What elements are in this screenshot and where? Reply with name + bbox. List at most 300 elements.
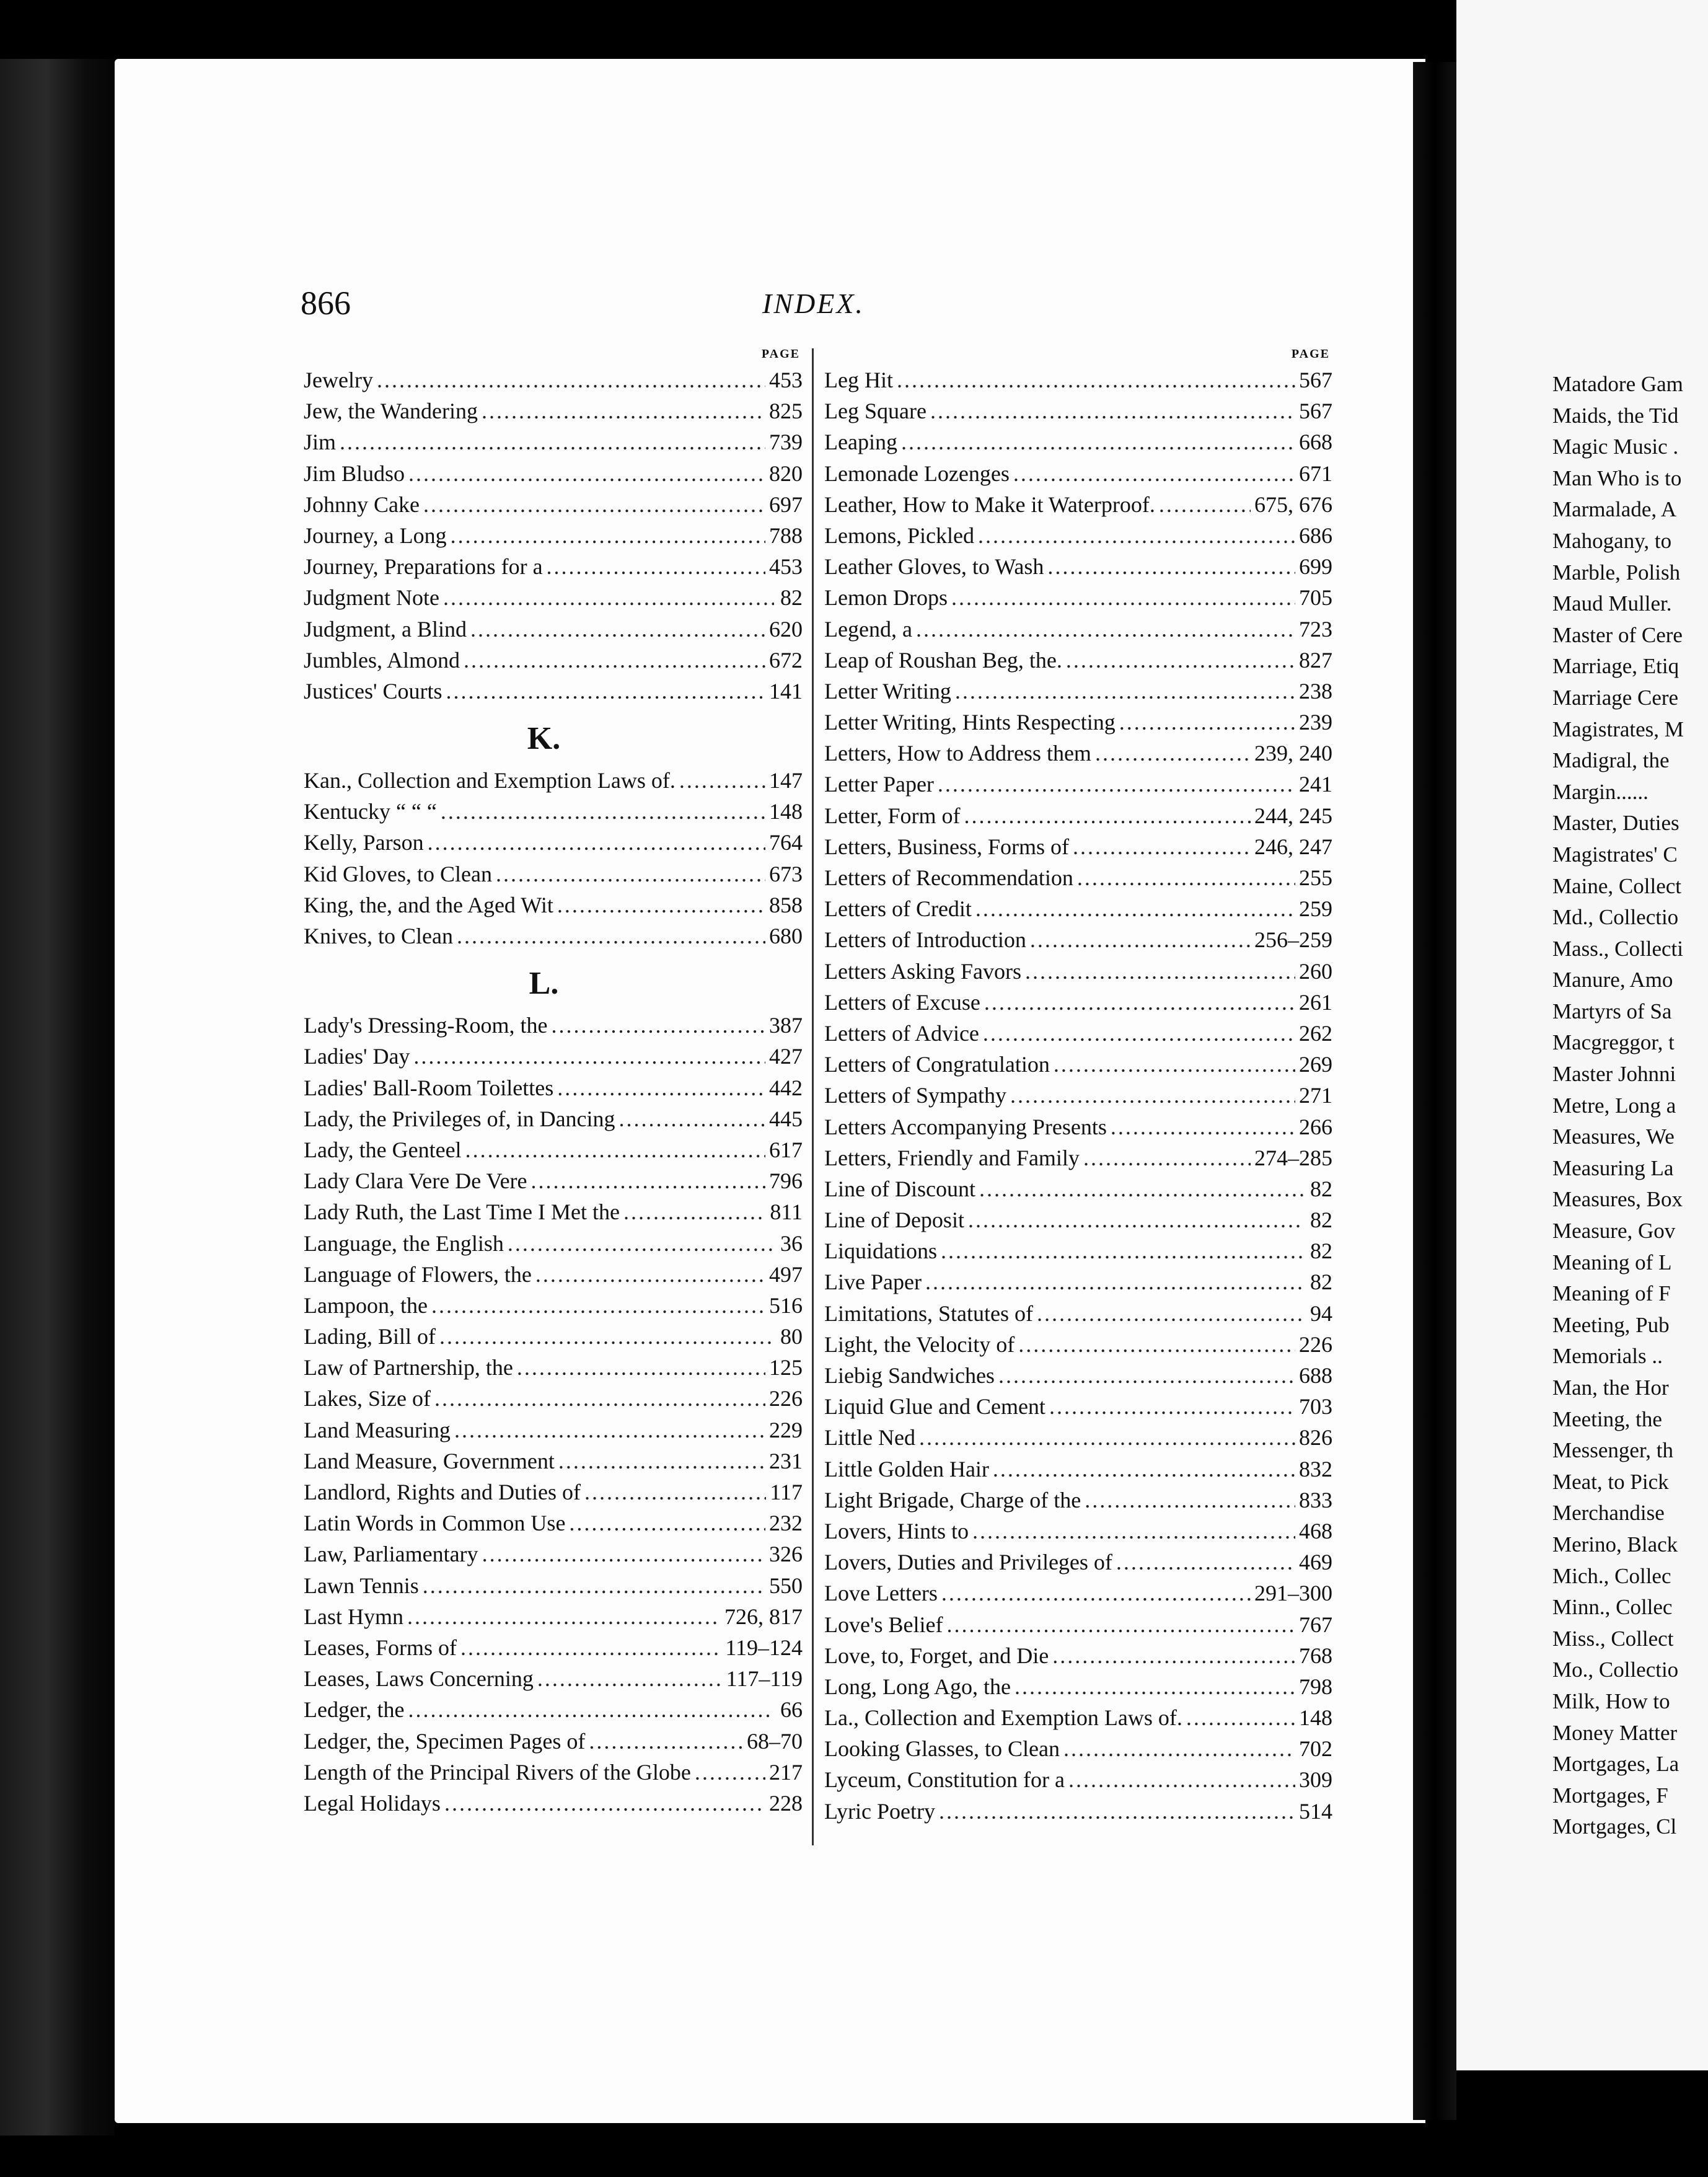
index-entry: [304, 1601, 803, 1632]
index-entry-partial: Meat, to Pick: [1552, 1469, 1669, 1494]
index-entry: [824, 395, 1332, 426]
entry-title: Letters of Recommendation: [824, 865, 1073, 890]
entry-page-number: 497: [769, 1261, 803, 1287]
index-entry: [824, 426, 1332, 457]
index-entry: [304, 1508, 803, 1539]
entry-page-number: 453: [769, 368, 803, 392]
entry-title: Leases, Laws Concerning: [304, 1666, 534, 1692]
dot-leader: [1083, 1142, 1251, 1173]
dot-leader: [1018, 1329, 1295, 1360]
index-entry: [304, 1321, 803, 1352]
index-entry: [824, 1173, 1332, 1204]
index-entry-partial: Magistrates, M: [1552, 717, 1684, 741]
dot-leader: [1116, 1547, 1295, 1578]
dot-leader: [1073, 831, 1251, 862]
index-entry-partial: Mich., Collec: [1552, 1563, 1671, 1588]
entry-title: Letter Writing: [824, 678, 951, 704]
dot-leader: [1010, 1080, 1295, 1111]
index-entry: [304, 1134, 803, 1165]
entry-title: Light Brigade, Charge of the: [824, 1487, 1081, 1512]
entry-title: Law, Parliamentary: [304, 1542, 478, 1567]
entry-page-number: 516: [769, 1292, 803, 1318]
entry-page-number: 767: [1299, 1612, 1332, 1637]
index-entry-partial: Master, Duties: [1552, 811, 1679, 836]
index-entry: [824, 1764, 1332, 1795]
index-entry-partial: Mo., Collectio: [1552, 1658, 1679, 1682]
index-entry: [304, 1663, 803, 1694]
entry-page-number: 269: [1299, 1052, 1332, 1077]
entry-page-number: 82: [1310, 1176, 1332, 1201]
entry-page-number: 226: [1299, 1331, 1332, 1357]
dot-leader: [377, 364, 765, 395]
index-entry-partial: Md., Collectio: [1552, 905, 1679, 930]
dot-leader: [443, 582, 774, 613]
dot-leader: [941, 1235, 1304, 1266]
dot-leader: [897, 364, 1295, 395]
k-entries-list: [304, 765, 803, 952]
entry-title: Knives, to Clean: [304, 924, 453, 948]
entry-title: Jumbles, Almond: [304, 647, 460, 673]
entry-page-number: 833: [1299, 1487, 1332, 1512]
entry-title: Lady Ruth, the Last Time I Met the: [304, 1199, 620, 1225]
entry-page-number: 675, 676: [1254, 492, 1332, 517]
entry-page-number: 326: [769, 1542, 803, 1567]
index-entry-partial: Mass., Collecti: [1552, 936, 1683, 961]
middle-entries-list: [824, 364, 1332, 1827]
entry-page-number: 668: [1299, 430, 1332, 455]
left-index-column: [304, 347, 803, 1819]
index-entry: [824, 645, 1332, 676]
dot-leader: [444, 1788, 765, 1819]
entry-title: Love's Belief: [824, 1612, 943, 1637]
entry-title: Love, to, Forget, and Die: [824, 1643, 1049, 1668]
index-entry: [824, 956, 1332, 987]
entry-title: Law of Partnership, the: [304, 1355, 513, 1380]
entry-page-number: 82: [1310, 1270, 1332, 1295]
entry-title: Letters of Excuse: [824, 989, 980, 1015]
index-entry: [304, 1757, 803, 1788]
entry-page-number: 259: [1299, 896, 1332, 922]
index-entry: [304, 1539, 803, 1570]
index-entry: [304, 1041, 803, 1072]
index-entry: [824, 707, 1332, 738]
index-entry: [824, 551, 1332, 582]
book-spine-left: [0, 59, 115, 2135]
index-entry-partial: Master Johnni: [1552, 1062, 1676, 1087]
dot-leader: [557, 890, 765, 921]
dot-leader: [1054, 1049, 1295, 1080]
middle-index-column: [824, 347, 1332, 1827]
index-entry: [824, 800, 1332, 831]
entry-title: Lampoon, the: [304, 1292, 428, 1318]
entry-page-number: 241: [1299, 772, 1332, 797]
entry-page-number: 514: [1299, 1798, 1332, 1824]
index-entry: [304, 1726, 803, 1757]
dot-leader: [1025, 956, 1295, 987]
index-entry-partial: Madigral, the: [1552, 748, 1670, 773]
entry-title: Liquid Glue and Cement: [824, 1394, 1045, 1420]
index-entry: [304, 458, 803, 489]
entry-title: Lyceum, Constitution for a: [824, 1767, 1065, 1793]
index-entry-partial: Marble, Polish: [1552, 560, 1681, 585]
index-entry: [824, 1204, 1332, 1235]
dot-leader: [983, 1018, 1295, 1049]
entry-page-number: 858: [769, 892, 803, 917]
dot-leader: [1013, 458, 1295, 489]
entry-page-number: 244, 245: [1254, 803, 1332, 828]
entry-title: Line of Discount: [824, 1176, 975, 1201]
entry-title: Ladies' Day: [304, 1044, 410, 1069]
entry-title: Kelly, Parson: [304, 830, 424, 855]
dot-leader: [557, 1072, 765, 1103]
dot-leader: [584, 1477, 766, 1508]
entry-title: Letters Asking Favors: [824, 958, 1021, 984]
dot-leader: [901, 426, 1295, 457]
entry-page-number: 246, 247: [1254, 834, 1332, 859]
dot-leader: [1077, 862, 1295, 893]
entry-title: Letter, Form of: [824, 803, 961, 828]
entry-page-number: 723: [1299, 616, 1332, 642]
index-entry: [304, 1228, 803, 1259]
index-entry: [304, 1196, 803, 1227]
index-entry: [304, 520, 803, 551]
entry-title: Leg Hit: [824, 368, 893, 392]
dot-leader: [1063, 1733, 1295, 1764]
entry-title: Length of the Principal Rivers of the Globe: [304, 1759, 691, 1785]
dot-leader: [930, 395, 1295, 426]
entry-title: Leather, How to Make it Waterproof.: [824, 492, 1155, 517]
entry-page-number: 673: [769, 861, 803, 886]
entry-page-number: 217: [769, 1759, 803, 1785]
entry-title: Leg Square: [824, 399, 927, 424]
index-entry: [304, 395, 803, 426]
entry-page-number: 82: [1310, 1239, 1332, 1264]
index-entry: [824, 1360, 1332, 1391]
dot-leader: [1015, 1671, 1295, 1702]
entry-page-number: 231: [769, 1448, 803, 1473]
entry-title: Language of Flowers, the: [304, 1261, 532, 1287]
index-entry-partial: Memorials ..: [1552, 1344, 1663, 1369]
dot-leader: [916, 614, 1295, 645]
dot-leader: [551, 1010, 765, 1041]
entry-page-number: 427: [769, 1044, 803, 1069]
dot-leader: [496, 859, 765, 890]
index-entry: [824, 614, 1332, 645]
dot-leader: [998, 1360, 1295, 1391]
index-entry-partial: Meaning of L: [1552, 1250, 1672, 1274]
entry-page-number: 445: [769, 1106, 803, 1131]
index-entry: [304, 827, 803, 858]
index-entry: [824, 738, 1332, 769]
entry-page-number: 228: [769, 1790, 803, 1816]
index-entry: [304, 921, 803, 952]
index-entry-partial: Marmalade, A: [1552, 497, 1677, 522]
dot-leader: [340, 426, 765, 457]
index-entry: [824, 1266, 1332, 1297]
index-entry: [824, 458, 1332, 489]
entry-title: Letters of Sympathy: [824, 1083, 1006, 1108]
index-entry: [304, 1010, 803, 1041]
index-entry: [304, 1352, 803, 1383]
index-entry-partial: Maud Muller.: [1552, 591, 1672, 616]
entry-title: Letter Writing, Hints Respecting: [824, 710, 1116, 735]
entry-title: Legal Holidays: [304, 1790, 441, 1816]
entry-title: La., Collection and Exemption Laws of.: [824, 1705, 1182, 1731]
entry-page-number: 620: [769, 616, 803, 642]
index-entry-partial: Man, the Hor: [1552, 1376, 1669, 1400]
index-entry: [824, 1111, 1332, 1142]
entry-page-number: 827: [1299, 647, 1332, 673]
entry-title: Letters, Business, Forms of: [824, 834, 1069, 859]
entry-page-number: 232: [769, 1511, 803, 1536]
index-entry: [824, 1329, 1332, 1360]
index-entry-partial: Merchandise: [1552, 1501, 1665, 1526]
entry-page-number: 260: [1299, 958, 1332, 984]
entry-title: Lady, the Genteel: [304, 1137, 462, 1162]
entry-page-number: 726, 817: [724, 1604, 803, 1629]
entry-title: Land Measuring: [304, 1417, 451, 1442]
index-entry-partial: Mahogany, to: [1552, 528, 1672, 553]
index-entry: [304, 1788, 803, 1819]
dot-leader: [1037, 1298, 1304, 1329]
index-entry-partial: Mortgages, La: [1552, 1752, 1679, 1777]
dot-leader: [558, 1446, 765, 1477]
entry-page-number: 705: [1299, 585, 1332, 611]
index-entry-partial: Measures, Box: [1552, 1187, 1683, 1212]
entry-page-number: 680: [769, 924, 803, 948]
entry-title: Lovers, Hints to: [824, 1518, 969, 1543]
index-entry-partial: Magistrates' C: [1552, 842, 1678, 867]
entry-title: Lemon Drops: [824, 585, 948, 611]
index-entry: [304, 645, 803, 676]
entry-page-number: 811: [770, 1199, 803, 1225]
index-entry: [304, 582, 803, 613]
entry-page-number: 261: [1299, 989, 1332, 1015]
entry-title: Limitations, Statutes of: [824, 1300, 1033, 1326]
index-entry: [824, 1049, 1332, 1080]
index-entry: [304, 1165, 803, 1196]
entry-title: Language, the English: [304, 1230, 504, 1256]
index-entry: [824, 1547, 1332, 1578]
j-entries-list: [304, 364, 803, 707]
entry-page-number: 469: [1299, 1550, 1332, 1575]
page-number: 866: [301, 285, 351, 322]
dot-leader: [517, 1352, 765, 1383]
page-header: [301, 284, 1348, 333]
index-entry: [824, 1609, 1332, 1640]
entry-title: Lakes, Size of: [304, 1386, 431, 1411]
index-entry: [824, 1485, 1332, 1516]
entry-title: Leap of Roushan Beg, the.: [824, 647, 1062, 673]
entry-title: Little Ned: [824, 1425, 915, 1451]
entry-title: Justices' Courts: [304, 678, 442, 704]
index-entry: [824, 831, 1332, 862]
index-entry-partial: Master of Cere: [1552, 622, 1683, 647]
index-entry: [824, 987, 1332, 1018]
entry-page-number: 387: [769, 1013, 803, 1038]
dot-leader: [431, 1290, 765, 1321]
entry-page-number: 147: [769, 768, 803, 793]
index-entry: [304, 1383, 803, 1414]
index-entry: [304, 890, 803, 921]
entry-page-number: 36: [780, 1230, 803, 1256]
index-entry: [824, 924, 1332, 955]
dot-leader: [938, 769, 1295, 800]
entry-title: Jewelry: [304, 368, 373, 392]
dot-leader: [984, 987, 1295, 1018]
entry-page-number: 274–285: [1254, 1145, 1332, 1170]
index-entry: [824, 1454, 1332, 1485]
entry-title: Kan., Collection and Exemption Laws of.: [304, 768, 676, 793]
entry-title: Lady's Dressing-Room, the: [304, 1013, 548, 1038]
entry-page-number: 256–259: [1254, 927, 1332, 953]
entry-page-number: 468: [1299, 1518, 1332, 1543]
index-entry: [304, 1446, 803, 1477]
dot-leader: [1095, 738, 1251, 769]
dot-leader: [423, 489, 765, 520]
dot-leader: [695, 1757, 765, 1788]
index-entry-partial: Meeting, the: [1552, 1406, 1662, 1431]
index-entry-partial: Macgreggor, t: [1552, 1030, 1675, 1055]
index-entry-partial: Money Matter: [1552, 1720, 1678, 1745]
entry-page-number: 125: [769, 1355, 803, 1380]
entry-page-number: 226: [769, 1386, 803, 1411]
index-entry-partial: Measure, Gov: [1552, 1219, 1676, 1243]
dot-leader: [428, 827, 765, 858]
entry-page-number: 239: [1299, 710, 1332, 735]
entry-title: Journey, Preparations for a: [304, 554, 543, 580]
dot-leader: [465, 1134, 765, 1165]
entry-page-number: 453: [769, 554, 803, 580]
dot-leader: [1066, 645, 1295, 676]
entry-title: Last Hymn: [304, 1604, 403, 1629]
dot-leader: [457, 921, 765, 952]
entry-title: Jew, the Wandering: [304, 399, 478, 424]
entry-title: Jim: [304, 430, 337, 455]
index-entry-partial: Martyrs of Sa: [1552, 999, 1672, 1023]
dot-leader: [619, 1103, 765, 1134]
entry-page-number: 239, 240: [1254, 741, 1332, 766]
dot-leader: [464, 645, 765, 676]
entry-page-number: 826: [1299, 1425, 1332, 1451]
index-entry-partial: Messenger, th: [1552, 1438, 1673, 1463]
dot-leader: [454, 1415, 765, 1446]
entry-page-number: 703: [1299, 1394, 1332, 1420]
index-entry-partial: Marriage Cere: [1552, 685, 1679, 710]
index-entry-partial: Milk, How to: [1552, 1689, 1670, 1713]
entry-page-number: 82: [780, 585, 803, 611]
dot-leader: [679, 765, 765, 796]
index-entry: [824, 769, 1332, 800]
index-entry: [304, 489, 803, 520]
entry-page-number: 266: [1299, 1114, 1332, 1139]
entry-title: Letters, How to Address them: [824, 741, 1091, 766]
entry-page-number: 764: [769, 830, 803, 855]
dot-leader: [423, 1570, 765, 1601]
right-entries-list: [1552, 369, 1708, 1843]
index-entry-partial: Mortgages, Cl: [1552, 1814, 1677, 1839]
index-entry-partial: Measures, We: [1552, 1124, 1675, 1149]
dot-leader: [975, 893, 1295, 924]
index-entry: [304, 1632, 803, 1663]
index-entry: [304, 1415, 803, 1446]
dot-leader: [434, 1383, 765, 1414]
index-entry: [304, 426, 803, 457]
dot-leader: [535, 1259, 765, 1290]
page-column-label: PAGE: [761, 347, 800, 361]
entry-page-number: 262: [1299, 1020, 1332, 1046]
entry-title: Long, Long Ago, the: [824, 1674, 1011, 1699]
entry-title: Legend, a: [824, 616, 912, 642]
right-index-column-partial: [1552, 369, 1708, 1843]
dot-leader: [993, 1454, 1295, 1485]
entry-page-number: 66: [780, 1697, 803, 1723]
index-entry: [824, 364, 1332, 395]
dot-leader: [1085, 1485, 1295, 1516]
entry-title: Johnny Cake: [304, 492, 420, 517]
index-entry-partial: Maine, Collect: [1552, 873, 1682, 898]
entry-title: Letters of Introduction: [824, 927, 1026, 953]
index-entry: [824, 1018, 1332, 1049]
entry-page-number: 238: [1299, 678, 1332, 704]
dot-leader: [978, 520, 1295, 551]
entry-title: Ladies' Ball-Room Toilettes: [304, 1075, 554, 1100]
dot-leader: [1047, 551, 1295, 582]
column-divider: [812, 348, 814, 1845]
dot-leader: [537, 1663, 723, 1694]
entry-title: Landlord, Rights and Duties of: [304, 1480, 581, 1504]
entry-page-number: 550: [769, 1573, 803, 1598]
entry-title: Liebig Sandwiches: [824, 1363, 995, 1388]
entry-page-number: 671: [1299, 461, 1332, 486]
dot-leader: [919, 1422, 1295, 1453]
entry-page-number: 702: [1299, 1736, 1332, 1762]
dot-leader: [451, 520, 765, 551]
index-entry-partial: Man Who is to: [1552, 466, 1682, 490]
dot-leader: [407, 1601, 721, 1632]
entry-page-number: 442: [769, 1075, 803, 1100]
index-entry: [824, 676, 1332, 707]
entry-title: Lovers, Duties and Privileges of: [824, 1550, 1112, 1575]
entry-title: Letters of Advice: [824, 1020, 979, 1046]
index-entry: [824, 1516, 1332, 1547]
entry-page-number: 825: [769, 399, 803, 424]
entry-page-number: 117–119: [726, 1666, 803, 1692]
dot-leader: [531, 1165, 765, 1196]
index-entry-partial: Measuring La: [1552, 1155, 1674, 1180]
dot-leader: [470, 614, 765, 645]
index-entry: [304, 1103, 803, 1134]
dot-leader: [939, 1796, 1295, 1827]
index-entry-partial: Manure, Amo: [1552, 968, 1673, 992]
dot-leader: [547, 551, 765, 582]
entry-page-number: 80: [780, 1324, 803, 1349]
index-entry: [824, 862, 1332, 893]
entry-title: Lawn Tennis: [304, 1573, 419, 1598]
dot-leader: [439, 1321, 774, 1352]
entry-page-number: 148: [769, 799, 803, 824]
index-entry: [824, 1142, 1332, 1173]
entry-title: Journey, a Long: [304, 523, 447, 548]
entry-title: Latin Words in Common Use: [304, 1511, 566, 1536]
entry-title: Lyric Poetry: [824, 1798, 935, 1824]
entry-title: King, the, and the Aged Wit: [304, 892, 553, 917]
entry-title: Land Measure, Government: [304, 1448, 555, 1473]
dot-leader: [951, 582, 1295, 613]
entry-title: Letter Paper: [824, 772, 934, 797]
running-title: INDEX.: [762, 288, 865, 319]
index-entry: [304, 796, 803, 827]
